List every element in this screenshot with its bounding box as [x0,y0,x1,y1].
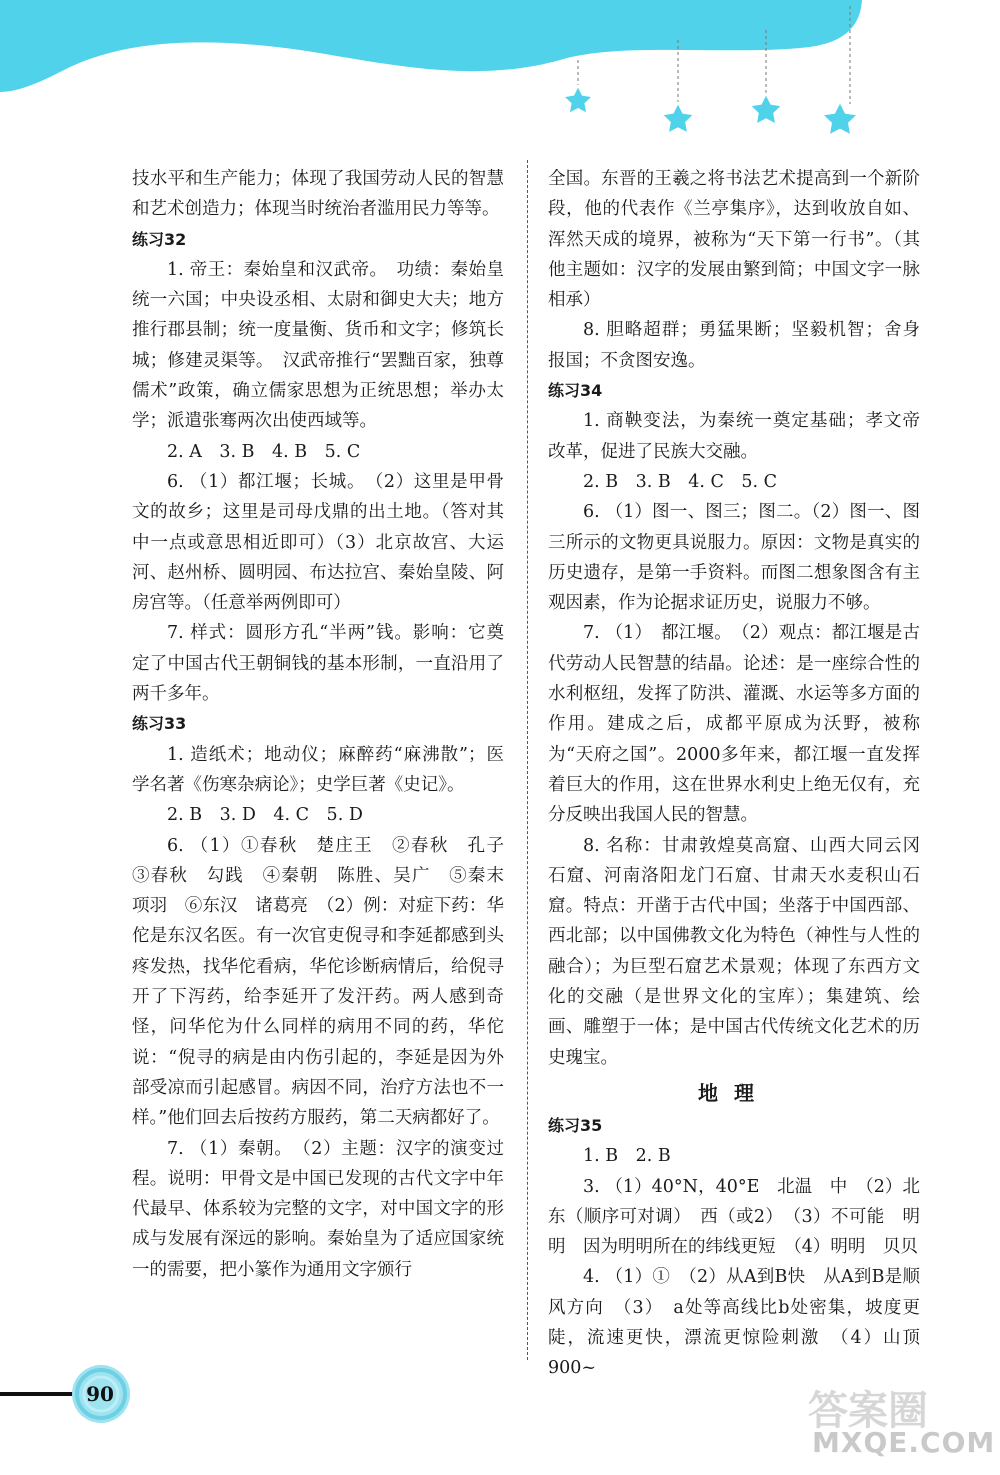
answer-item: 1. B 2. B [583,1146,671,1167]
paragraph: 全国。东晋的王羲之将书法艺术提高到一个新阶段，他的代表作《兰亭集序》，达到收放自如、浑然天成的境界，被称为“天下第一行书”。（其他主题如：汉字的发展由繁到简；中国文字一脉相承） [548,169,920,311]
exercise-heading: 练习32 [132,229,187,249]
answer-item: 8. 胆略超群；勇猛果断；坚毅机智；舍身报国；不贪图安逸。 [548,320,920,371]
answer-item: 6. （1）都江堰；长城。 （2）这里是甲骨文的故乡；这里是司母戊鼎的出土地。（答对其中一点或意思相近即可）（3）北京故宫、大运河、赵州桥、圆明园、布达拉宫、秦始皇陵、阿房宫等。（任意举两例即可） [132,471,504,614]
top-banner-decoration [0,0,1000,180]
star-icon [822,102,857,135]
answer-item: 1. 造纸术；地动仪；麻醉药“麻沸散”；医学名著《伤寒杂病论》；史学巨著《史记》。 [132,744,504,795]
answer-item: 2. A 3. B 4. B 5. C [167,441,361,462]
answer-item: 7. （1）秦朝。 （2）主题：汉字的演变过程。说明：甲骨文是中国已发现的古代文字中年代最早、体系较为完整的文字，对中国文字的形成与发展有深远的影响。秦始皇为了适应国家统一的需要，把小篆作为通用文字颁行 [132,1138,504,1280]
page-number: 90 [86,1382,114,1406]
answer-item: 7. （1） 都江堰。 （2）观点：都江堰是古代劳动人民智慧的结晶。论述：是一座综合性的水利枢纽，发挥了防洪、灌溉、水运等多方面的作用。建成之后，成都平原成为沃野，被称为“天府之国”。2000多年来，都江堰一直发挥着巨大的作用，这在世界水利史上绝无仅有，充分反映出我国人民的智慧。 [548,623,920,826]
footer-line [0,1392,76,1396]
left-column [132,164,522,1285]
answer-item: 4. （1）① （2）从A到B快 从A到B是顺风方向 （3） a处等高线比b处密集，坡度更陡，流速更快，漂流更惊险刺激 （4）山顶 900~ [548,1267,938,1379]
paragraph: 技水平和生产能力；体现了我国劳动人民的智慧和艺术创造力；体现当时统治者滥用民力等等。 [132,169,504,220]
answer-item: 1. 商鞅变法，为秦统一奠定基础；孝文帝改革，促进了民族大交融。 [548,411,920,462]
answer-item: 2. B 3. B 4. C 5. C [583,471,778,492]
subject-heading: 地理 [698,1080,770,1105]
answer-item: 6. （1）①春秋 楚庄王 ②春秋 孔子 ③春秋 勾践 ④秦朝 陈胜、吴广 ⑤秦末 项羽 ⑥东汉 诸葛亮 （2）例：对症下药：华佗是东汉名医。有一次官吏倪寻和李延都感到头疼发热，找华佗看病，华佗诊断病情后，给倪寻开了下泻药，给李延开了发汗药。两人感到奇怪，问华佗为什么同样的病用不同的药，华佗说：“倪寻的病是由内伤引起的，李延是因为外部受凉而引起感冒。病因不同，治疗方法也不一样。”他们回去后按药方服药，第二天病都好了。 [132,835,522,1129]
answer-item: 2. B 3. D 4. C 5. D [167,805,363,826]
svg-text:答案圈: 答案圈 [808,1388,928,1434]
answer-item: 7. 样式：圆形方孔“半两”钱。影响：它奠定了中国古代王朝铜钱的基本形制，一直沿用了两千多年。 [132,623,504,705]
column-divider [527,160,528,1360]
star-icon [750,94,782,124]
right-column [548,164,938,1384]
watermark-text: MXQE.COM [812,1426,996,1459]
star-icon [662,103,694,133]
answer-item: 8. 名称：甘肃敦煌莫高窟、山西大同云冈石窟、河南洛阳龙门石窟、甘肃天水麦积山石窟。特点：开凿于古代中国；坐落于中国西部、西北部；以中国佛教文化为特色（神性与人性的融合）；为巨型石窟艺术景观；体现了东西方文化的交融（是世界文化的宝库）；集建筑、绘画、雕塑于一体；是中国古代传统文化艺术的历史瑰宝。 [548,835,920,1068]
answer-item: 6. （1）图一、图三；图二。（2）图一、图三所示的文物更具说服力。原因：文物是真实的历史遗存，是第一手资料。而图二想象图含有主观因素，作为论据求证历史，说服力不够。 [548,502,920,614]
exercise-heading: 练习35 [548,1115,603,1135]
answer-item: 1. 帝王：秦始皇和汉武帝。 功绩：秦始皇统一六国；中央设丞相、太尉和御史大夫；地方推行郡县制；统一度量衡、货币和文字；修筑长城；修建灵渠等。 汉武帝推行“罢黜百家，独尊儒术”政策，确立儒家思想为正统思想；举办太学；派遣张骞两次出使西域等。 [132,259,504,432]
exercise-heading: 练习33 [132,714,187,734]
exercise-heading: 练习34 [548,381,603,401]
banner-wave [0,0,862,92]
answer-item: 3. （1）40°N，40°E 北温 中 （2）北东（顺序可对调） 西（或2） （3）不可能 明明 因为明明所在的纬线更短 （4）明明 贝贝 [548,1176,920,1258]
star-icon [564,86,593,114]
